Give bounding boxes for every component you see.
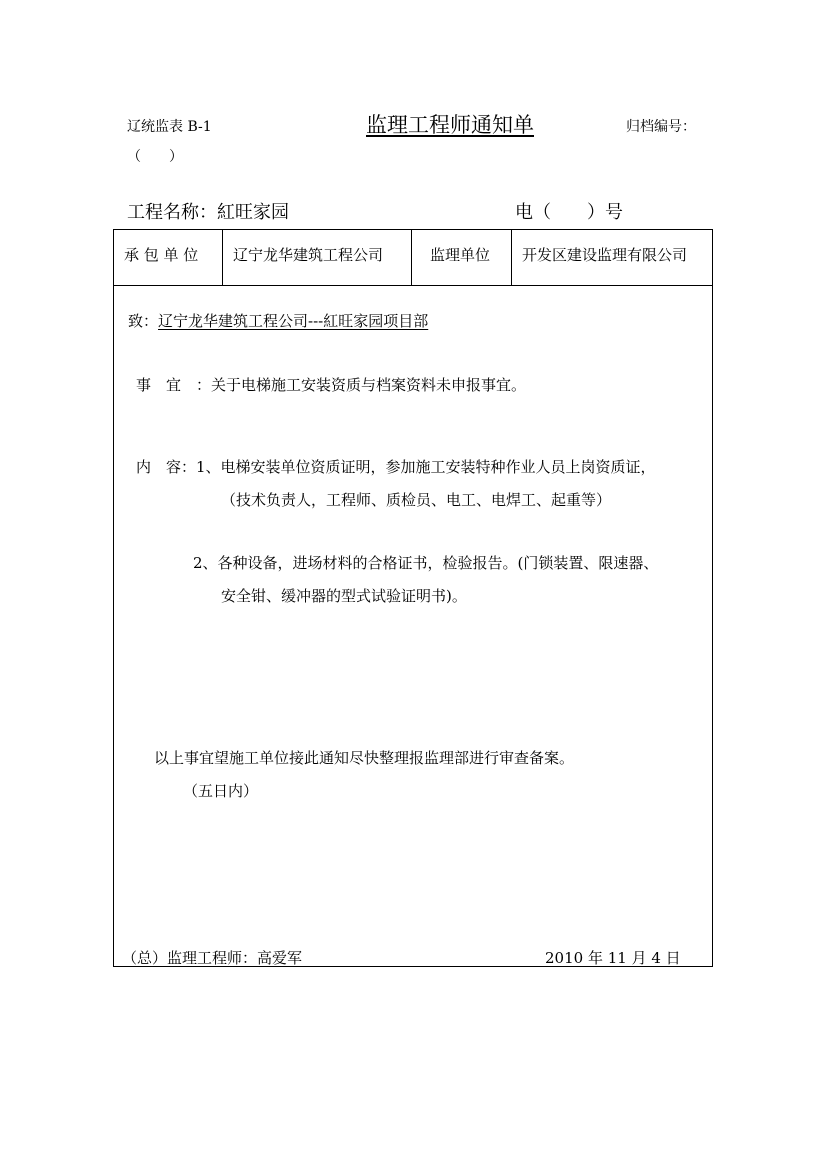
archive-number-label: 归档编号： bbox=[626, 119, 696, 135]
archive-number-paren: （ ） bbox=[127, 149, 183, 165]
electric-number: 电（ ）号 bbox=[515, 202, 623, 223]
date: 2010 年 11 月 4 日 bbox=[545, 949, 681, 967]
contractor-label: 承 包 单 位 bbox=[124, 246, 199, 264]
closing-line-1: 以上事宜望施工单位接此通知尽快整理报监理部进行审查备案。 bbox=[154, 749, 575, 767]
contractor-value: 辽宁龙华建筑工程公司 bbox=[233, 246, 384, 264]
content-line-2: （技术负责人，工程师、质检员、电工、电焊工、起重等） bbox=[221, 491, 612, 509]
recipient-value: 辽宁龙华建筑工程公司---紅旺家园项目部 bbox=[158, 312, 429, 330]
supervisor-value: 开发区建设监理有限公司 bbox=[522, 246, 688, 264]
form-code: 辽统监表 B-1 bbox=[127, 119, 212, 135]
project-name: 工程名称：紅旺家园 bbox=[127, 202, 289, 223]
recipient bbox=[128, 310, 428, 331]
page-title: 监理工程师通知单 bbox=[366, 113, 534, 137]
content-line-4: 安全钳、缓冲器的型式试验证明书)。 bbox=[221, 587, 467, 605]
matter: 事 宜 ：关于电梯施工安装资质与档案资料未申报事宜。 bbox=[136, 376, 527, 394]
content-line-1: 内 容：1、电梯安装单位资质证明，参加施工安装特种作业人员上岗资质证， bbox=[136, 458, 656, 476]
closing-line-2: （五日内） bbox=[183, 782, 259, 800]
engineer-signature: （总）监理工程师：高爱军 bbox=[122, 949, 303, 967]
recipient-prefix: 致： bbox=[128, 312, 159, 330]
supervisor-label: 监理单位 bbox=[430, 246, 491, 264]
content-line-3: 2、各种设备，进场材料的合格证书，检验报告。(门锁装置、限速器、 bbox=[193, 554, 659, 572]
